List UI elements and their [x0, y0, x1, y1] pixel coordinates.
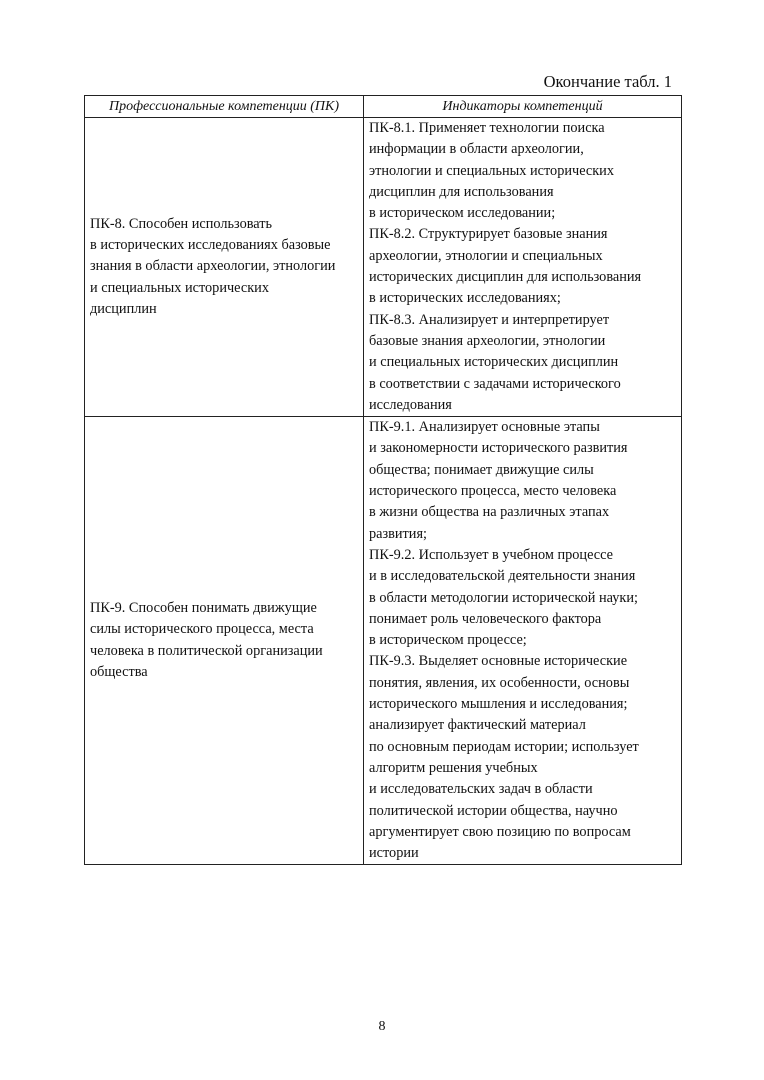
- page-number: 8: [378, 1019, 386, 1034]
- indicator-line: ПК-9.2. Использует в учебном процессе: [369, 546, 613, 563]
- indicator-line: и специальных исторических дисциплин: [369, 354, 619, 371]
- competence-line: общества: [90, 664, 148, 681]
- indicator-line: по основным периодам истории; использует: [369, 738, 639, 755]
- indicator-line: развития;: [369, 525, 427, 542]
- indicator-line: в области методологии исторической науки;: [369, 589, 638, 606]
- indicator-line: политической истории общества, научно: [369, 802, 618, 819]
- header-indicators: Индикаторы компетенций: [364, 96, 682, 118]
- competence-line: дисциплин: [90, 301, 157, 318]
- competence-line: и специальных исторических: [90, 279, 269, 296]
- competence-line: человека в политической организации: [90, 642, 323, 659]
- header-competencies: Профессиональные компетенции (ПК): [85, 96, 364, 118]
- table-row-pk8: [85, 118, 682, 417]
- competence-line: в исторических исследованиях базовые: [90, 237, 331, 254]
- indicator-line: ПК-9.3. Выделяет основные исторические: [369, 653, 628, 670]
- indicator-line: этнологии и специальных исторических: [369, 162, 614, 179]
- table-header-row: [85, 96, 682, 118]
- indicator-line: базовые знания археологии, этнологии: [369, 332, 606, 349]
- indicator-line: в соответствии с задачами исторического: [369, 375, 621, 392]
- indicator-line: истории: [369, 845, 419, 862]
- indicator-line: в историческом исследовании;: [369, 205, 556, 222]
- competence-line: ПК-9. Способен понимать движущие: [90, 600, 317, 617]
- competencies-table: [84, 95, 682, 865]
- competence-line: ПК-8. Способен использовать: [90, 215, 273, 232]
- indicator-line: аргументирует свою позицию по вопросам: [369, 823, 631, 840]
- indicator-line: ПК-8.3. Анализирует и интерпретирует: [369, 311, 610, 328]
- indicator-line: ПК-9.1. Анализирует основные этапы: [369, 419, 600, 436]
- indicator-line: в исторических исследованиях;: [369, 290, 561, 307]
- indicator-line: исторических дисциплин для использования: [369, 269, 642, 286]
- competence-line: силы исторического процесса, места: [90, 621, 314, 638]
- indicator-line: информации в области археологии,: [369, 141, 584, 158]
- indicator-line: и исследовательских задач в области: [369, 781, 593, 798]
- indicator-line: ПК-8.2. Структурирует базовые знания: [369, 226, 608, 243]
- indicator-line: ПК-8.1. Применяет технологии поиска: [369, 120, 605, 136]
- indicator-line: и закономерности исторического развития: [369, 440, 628, 457]
- indicator-line: понимает роль человеческого фактора: [369, 610, 602, 627]
- competence-cell-pk8: [85, 118, 364, 417]
- indicator-line: алгоритм решения учебных: [369, 759, 538, 776]
- indicator-line: общества; понимает движущие силы: [369, 461, 594, 478]
- indicator-line: исторического мышления и исследования;: [369, 696, 628, 713]
- indicator-line: в историческом процессе;: [369, 632, 527, 649]
- table-caption: Окончание табл. 1: [543, 72, 672, 91]
- competence-cell-pk9: [85, 417, 364, 865]
- indicator-line: дисциплин для использования: [369, 183, 554, 200]
- table-row-pk9: [85, 417, 682, 865]
- indicator-line: анализирует фактический материал: [369, 717, 586, 734]
- indicator-line: и в исследовательской деятельности знания: [369, 568, 636, 585]
- indicators-cell-pk9: [364, 417, 682, 865]
- indicator-line: в жизни общества на различных этапах: [369, 504, 610, 521]
- indicator-line: исторического процесса, место человека: [369, 483, 617, 500]
- competence-line: знания в области археологии, этнологии: [90, 258, 336, 275]
- indicator-line: исследования: [369, 396, 452, 413]
- indicator-line: понятия, явления, их особенности, основы: [369, 674, 630, 691]
- indicator-line: археологии, этнологии и специальных: [369, 247, 603, 264]
- indicators-cell-pk8: [364, 118, 682, 417]
